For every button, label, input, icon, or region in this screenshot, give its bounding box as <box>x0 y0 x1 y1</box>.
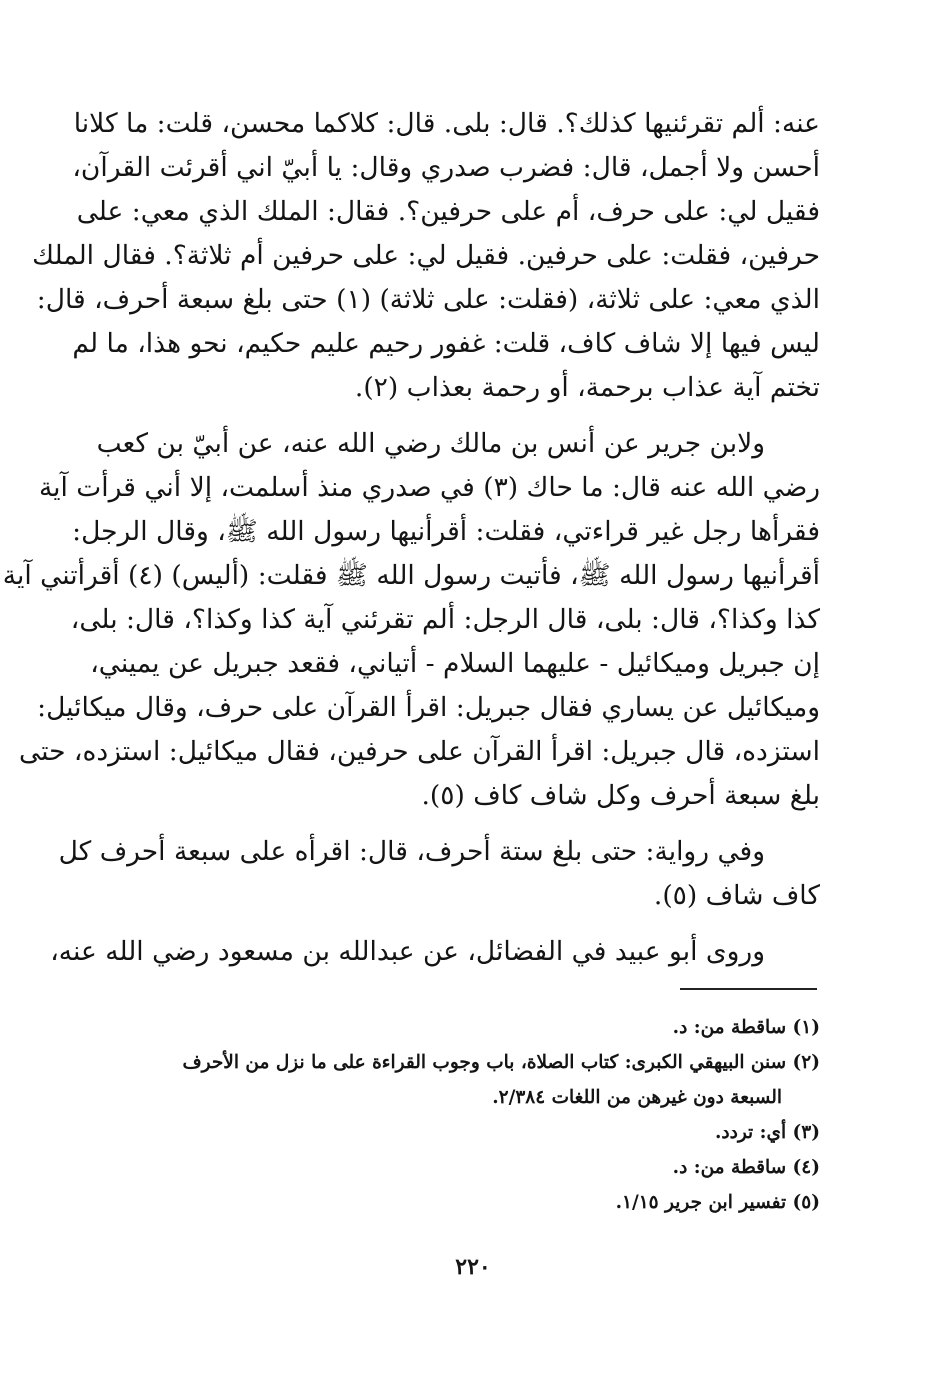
text-line: وميكائيل عن يساري فقال جبريل: اقرأ القرآن على حرف، وقال ميكائيل: <box>37 692 820 723</box>
paragraph-1 <box>32 102 820 410</box>
footnote-3: (٣) أي: تردد. <box>714 1122 820 1143</box>
text-line: وروى أبو عبيد في الفضائل، عن عبدالله بن مسعود رضي الله عنه، <box>50 936 765 967</box>
text-line: إن جبريل وميكائيل - عليهما السلام - أتياني، فقعد جبريل عن يميني، <box>90 648 820 679</box>
text-line: الذي معي: على ثلاثة، (فقلت: على ثلاثة) (١) حتى بلغ سبعة أحرف، قال: <box>36 284 820 315</box>
text-line: استزده، قال جبريل: اقرأ القرآن على حرفين، فقال ميكائيل: استزده، حتى <box>19 736 820 767</box>
text-line: ولابن جرير عن أنس بن مالك رضي الله عنه، عن أبيّ بن كعب <box>96 428 765 459</box>
text-line: أحسن ولا أجمل، قال: فضرب صدري وقال: يا أبيّ اني أقرئت القرآن، <box>72 152 820 183</box>
text-line: ليس فيها إلا شاف كاف، قلت: غفور رحيم عليم حكيم، نحو هذا، ما لم <box>72 328 820 359</box>
text-line: وفي رواية: حتى بلغ ستة أحرف، قال: اقرأه على سبعة أحرف كل <box>58 836 765 867</box>
text-line: أقرأنيها رسول الله ﷺ، فأتيت رسول الله ﷺ فقلت: (أليس) (٤) أقرأتني آية <box>2 560 820 591</box>
text-line: فقيل لي: على حرف، أم على حرفين؟. فقال: الملك الذي معي: على <box>76 196 820 227</box>
paragraph-4 <box>50 930 820 974</box>
footnote-1: (١) ساقطة من: د. <box>672 1017 820 1038</box>
text-line: تختم آية عذاب برحمة، أو رحمة بعذاب (٢). <box>354 372 820 403</box>
footnote-2: (٢) سنن البيهقي الكبرى: كتاب الصلاة، باب وجوب القراءة على ما نزل من الأحرف <box>182 1052 820 1073</box>
main-text <box>2 102 820 986</box>
text-line: كذا وكذا؟، قال: بلى، قال الرجل: ألم تقرئني آية كذا وكذا؟، قال: بلى، <box>70 604 820 635</box>
footnote-divider <box>680 988 817 990</box>
text-line: فقرأها رجل غير قراءتي، فقلت: أقرأنيها رسول الله ﷺ، وقال الرجل: <box>72 516 820 547</box>
paragraph-2 <box>2 422 820 818</box>
text-line: حرفين، فقلت: على حرفين. فقيل لي: على حرفين أم ثلاثة؟. فقال الملك <box>32 240 820 271</box>
text-line: رضي الله عنه قال: ما حاك (٣) في صدري منذ أسلمت، إلا أني قرأت آية <box>38 472 820 503</box>
footnote-4: (٤) ساقطة من: د. <box>672 1157 820 1178</box>
text-line: بلغ سبعة أحرف وكل شاف كاف (٥). <box>421 780 820 811</box>
text-line: كاف شاف (٥). <box>653 880 820 911</box>
paragraph-3 <box>58 830 820 918</box>
text-line: عنه: ألم تقرئنيها كذلك؟. قال: بلى. قال: كلاكما محسن، قلت: ما كلانا <box>73 108 820 139</box>
footnote-2-continuation: السبعة دون غيرهن من اللغات ٢/٣٨٤. <box>492 1087 782 1108</box>
footnotes <box>110 1010 820 1220</box>
footnote-5: (٥) تفسير ابن جرير ١/١٥. <box>615 1192 820 1213</box>
page-number: ٢٢٠ <box>455 1254 491 1280</box>
